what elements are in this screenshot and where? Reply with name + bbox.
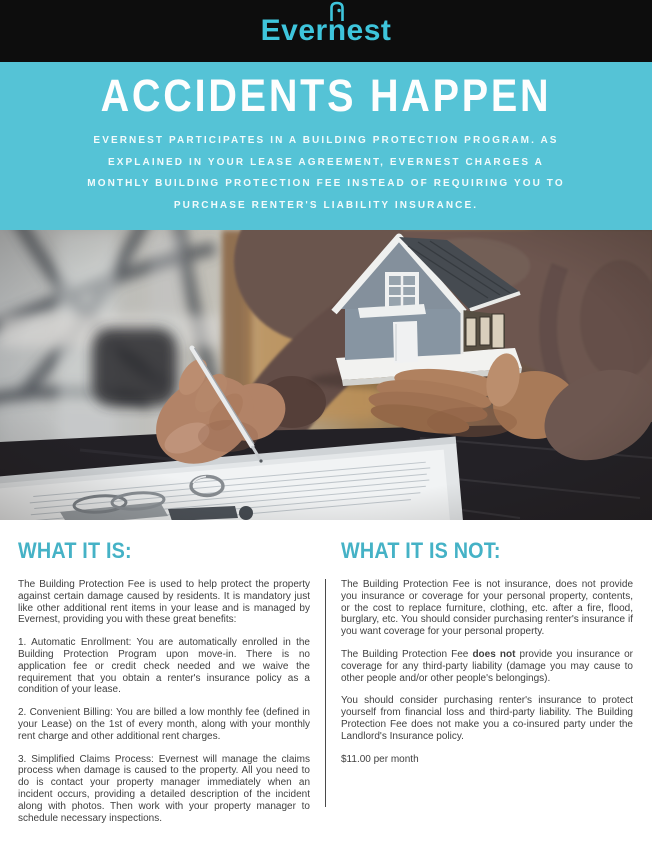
right-paragraph bbox=[341, 649, 633, 684]
right-column bbox=[341, 539, 633, 824]
price-line: $11.00 per month bbox=[341, 753, 419, 765]
banner-subtitle-line: MONTHLY BUILDING PROTECTION FEE INSTEAD OF REQUIRING YOU TO bbox=[87, 178, 565, 189]
left-paragraph: 1. Automatic Enrollment: You are automatically enrolled in the Building Protection Program upon move-in. There is no application fee or credit check needed and we waive the requirement that you obtain a renter's insurance policy as a condition of your lease. bbox=[18, 637, 310, 696]
logo-text-suffix: est bbox=[346, 14, 392, 47]
left-heading: WHAT IT IS: bbox=[18, 538, 132, 563]
left-paragraph: The Building Protection Fee is used to help protect the property against certain damage caused by residents. It is mandatory just like other additional rent items in your lease and is managed by Evernest, providing you with these great benefits: bbox=[18, 579, 310, 626]
banner-title: ACCIDENTS HAPPEN bbox=[100, 70, 552, 122]
right-p2-bold: does not bbox=[472, 648, 516, 660]
left-paragraph: 2. Convenient Billing: You are billed a low monthly fee (defined in your Lease) on the 1st of every month, along with your monthly rent charge and other additional rent charges. bbox=[18, 707, 310, 742]
banner-subtitle bbox=[0, 130, 652, 216]
banner-subtitle-line: EVERNEST PARTICIPATES IN A BUILDING PROTECTION PROGRAM. AS bbox=[93, 135, 559, 146]
banner bbox=[0, 62, 652, 230]
content bbox=[0, 520, 652, 824]
right-p2-after: provide you insurance or coverage for any third-party liability (damage you may cause to other people and/or other people's belongings). bbox=[341, 648, 633, 684]
column-divider bbox=[325, 579, 326, 807]
logo-text-prefix: Ever bbox=[260, 14, 328, 47]
right-heading: WHAT IT IS NOT: bbox=[341, 538, 501, 563]
right-p2-before: The Building Protection Fee bbox=[341, 648, 473, 660]
photo-vignette bbox=[0, 230, 652, 520]
banner-subtitle-line: EXPLAINED IN YOUR LEASE AGREEMENT, EVERNEST CHARGES A bbox=[108, 156, 544, 168]
banner-subtitle-line: PURCHASE RENTER'S LIABILITY INSURANCE. bbox=[173, 199, 479, 211]
logo-n: n bbox=[328, 16, 347, 46]
right-paragraph: You should consider purchasing renter's insurance to protect yourself from financial loss and third-party liability. The Building Protection Fee does not make you a co-insured party under the Landlord's Insurance policy. bbox=[341, 695, 633, 742]
door-icon bbox=[330, 1, 345, 21]
hero-photo bbox=[0, 230, 652, 520]
right-paragraph: The Building Protection Fee is not insurance, does not provide you insurance or coverage for your personal property, contents, or the cost to replace furniture, clothing, etc. after a fire, flood, burglary, etc. You should consider purchasing renter's insurance if you want coverage for your personal property. bbox=[341, 579, 633, 638]
left-column bbox=[18, 539, 310, 824]
left-paragraph: 3. Simplified Claims Process: Evernest will manage the claims process when damage is caused to the property. All you need to do is contact your property manager immediately when an incident occurs, providing a detailed description of the incident along with photos. Then work with your property manager to schedule necessary inspections. bbox=[18, 753, 310, 824]
header-bar bbox=[0, 0, 652, 62]
brand-logo bbox=[261, 16, 392, 46]
